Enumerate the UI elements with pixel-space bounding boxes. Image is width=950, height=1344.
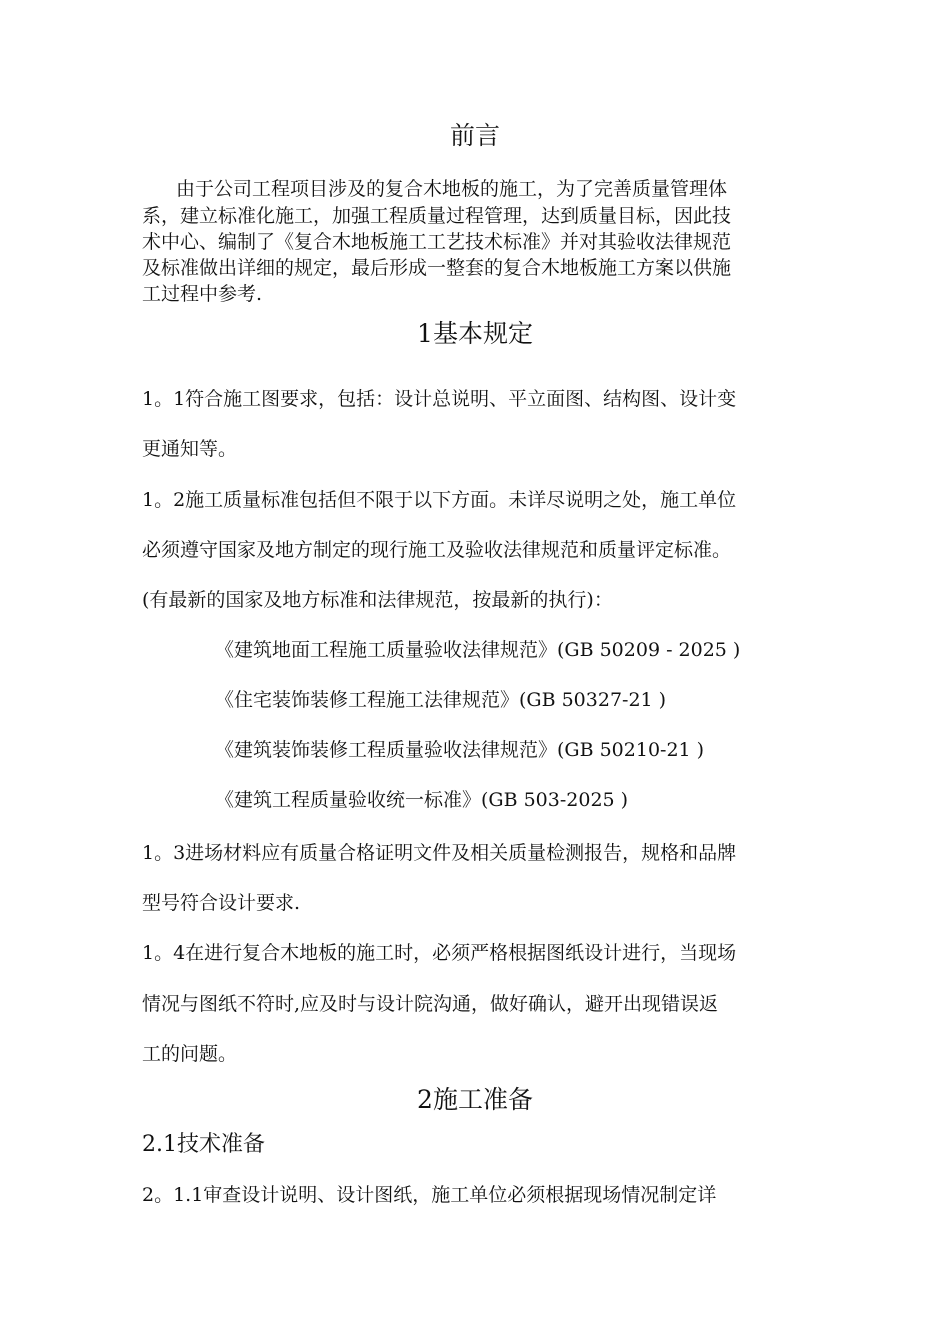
section1-item4-line: 1。4在进行复合木地板的施工时，必须严格根据图纸设计进行，当现场 xyxy=(142,942,737,964)
section1-item2-line: 必须遵守国家及地方制定的现行施工及验收法律规范和质量评定标准。 xyxy=(142,539,732,561)
standard-reference: 《建筑装饰装修工程质量验收法律规范》(GB 50210-21 ) xyxy=(215,739,705,761)
section1-item4-line: 情况与图纸不符时,应及时与设计院沟通，做好确认，避开出现错误返 xyxy=(142,993,719,1015)
section1-heading: 1基本规定 xyxy=(417,319,533,348)
section1-item3-line: 型号符合设计要求. xyxy=(142,892,301,914)
foreword-heading: 前言 xyxy=(449,121,500,150)
standard-reference: 《建筑工程质量验收统一标准》(GB 503-2025 ) xyxy=(215,789,629,811)
foreword-line: 由于公司工程项目涉及的复合木地板的施工，为了完善质量管理体 xyxy=(176,178,728,200)
section2-subheading: 2.1技术准备 xyxy=(142,1132,265,1157)
foreword-line: 术中心、编制了《复合木地板施工工艺技术标准》并对其验收法律规范 xyxy=(142,231,732,253)
section1-item4-line: 工的问题。 xyxy=(142,1043,238,1065)
standard-reference: 《住宅装饰装修工程施工法律规范》(GB 50327-21 ) xyxy=(215,689,667,711)
foreword-line: 系，建立标准化施工，加强工程质量过程管理，达到质量目标，因此技 xyxy=(142,205,732,227)
foreword-line: 工过程中参考. xyxy=(142,283,263,305)
section1-item1-line: 更通知等。 xyxy=(142,438,238,460)
foreword-line: 及标准做出详细的规定，最后形成一整套的复合木地板施工方案以供施 xyxy=(142,257,732,279)
section1-item1-line: 1。1符合施工图要求，包括：设计总说明、平立面图、结构图、设计变 xyxy=(142,388,737,410)
section1-item2-line: 1。2施工质量标准包括但不限于以下方面。未详尽说明之处，施工单位 xyxy=(142,489,737,511)
section1-item3-line: 1。3进场材料应有质量合格证明文件及相关质量检测报告，规格和品牌 xyxy=(142,842,737,864)
section1-item2-line: (有最新的国家及地方标准和法律规范，按最新的执行)： xyxy=(142,589,613,611)
section2-heading: 2施工准备 xyxy=(417,1085,533,1114)
standard-reference: 《建筑地面工程施工质量验收法律规范》(GB 50209 - 2025 ) xyxy=(215,639,741,661)
section2-item1-line: 2。1.1审查设计说明、设计图纸，施工单位必须根据现场情况制定详 xyxy=(142,1184,717,1206)
